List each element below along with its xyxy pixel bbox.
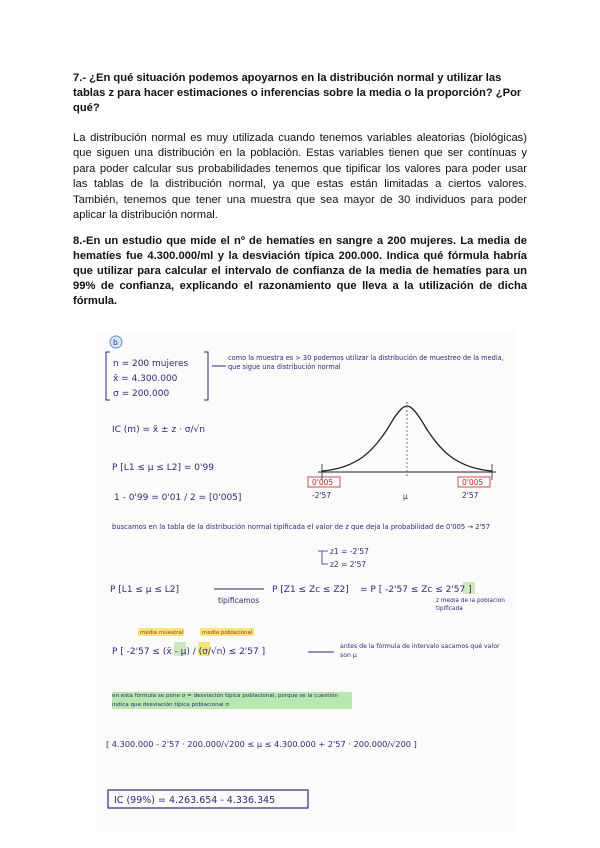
tipify-label: tipificamos (218, 596, 260, 605)
interval: [ 4.300.000 - 2'57 · 200.000/√200 ≤ μ ≤ 4.300.000 + 2'57 · 200.000/√200 ] (106, 739, 417, 749)
label-sample-mean: media muestral (140, 630, 184, 636)
z-arrows (318, 551, 328, 564)
curve-mu: μ (403, 492, 408, 501)
handwritten-solution-image (96, 332, 516, 832)
zc-note: z media de la población tipificada (436, 598, 505, 612)
question-7-answer (73, 131, 527, 223)
alpha-line: 1 - 0'99 = 0'01 / 2 = [0'005] (114, 493, 242, 503)
prob-line: P [L1 ≤ μ ≤ L2] = 0'99 (112, 463, 214, 473)
label-pop-mean: media poblacional (202, 630, 253, 636)
question-8-title (73, 234, 527, 309)
green-note: en esta fórmula se pone σ = desviación típica poblacional, porque se la cuestión indica que desviación típica poblacional σ (112, 692, 352, 709)
section-mark: b (113, 338, 118, 347)
ineq-note-wrap (340, 642, 508, 668)
data-bracket-right (204, 352, 208, 400)
question-8-text: 8.-En un estudio que mide el nº de hematíes en sangre a 200 mujeres. La media de hematíes fue 4.300.000/ml y la desviación típica 200.000. Indica qué fórmula habría que utilizar para calcular el intervalo de confianza de la media de hematíes para un 99% de confianza, explicando el razonamiento que lleva a la utilización de dicha fórmula. (73, 235, 527, 307)
result: IC (99%) = 4.263.654 - 4.336.345 (114, 795, 276, 806)
handwritten-notes (96, 332, 516, 832)
z1-value: z1 = -2'57 (330, 547, 369, 556)
table-note: buscamos en la tabla de la distribución normal tipificada el valor de z que deja la probabilidad de 0'005 → 2'57 (112, 523, 491, 531)
green-note-wrap (112, 692, 352, 728)
ineq-note: antes de la fórmula de intervalo sacamos qué valor son μ (340, 643, 500, 659)
note-sample-wrap (228, 354, 508, 394)
inequality: P [ -2'57 ≤ (x̄ - μ) / (σ/√n) ≤ 2'57 ] (112, 647, 266, 657)
data-sd: σ = 200.000 (113, 389, 170, 399)
question-7-answer-text: La distribución normal es muy utilizada cuando tenemos variables aleatorias (biológicas) que siguen una distribución en la población. Estas variables tienen que ser contínuas y para poder calcular sus probabilidades tenemos que tipificar los valores para poder usar las tablas de la distribución normal, ya que estas están limitadas a ciertos valores. También, tenemos que tener una muestra que sea mayor de 30 individuos para poder aplicar la distribución normal. (73, 132, 527, 222)
curve-right-z: 2'57 (462, 491, 479, 500)
curve-right-box-text: 0'005 (462, 478, 484, 487)
tipify-left: P [L1 ≤ μ ≤ L2] (110, 585, 180, 595)
table-note-wrap (112, 522, 508, 548)
curve-left-box-text: 0'005 (312, 478, 334, 487)
interval-wrap (106, 738, 510, 772)
data-mean: x̄ = 4.300.000 (113, 374, 178, 384)
tipify-mid: P [Z1 ≤ Zc ≤ Z2] (272, 585, 349, 595)
question-7-title (73, 71, 527, 116)
formula-ic: IC (m) = x̄ ± z · σ/√n (112, 425, 205, 435)
curve-left-z: -2'57 (312, 491, 332, 500)
note-sample: como la muestra es > 30 podemos utilizar la distribución de muestreo de la media, que sigue una distribución normal (228, 354, 504, 371)
tipify-right: = P [ -2'57 ≤ Zc ≤ 2'57 ] (360, 585, 472, 595)
question-7-text: 7.- ¿En qué situación podemos apoyarnos en la distribución normal y utilizar las tablas z para hacer estimaciones o inferencias sobre la media o la proporción? ¿Por qué? (73, 72, 522, 114)
z2-value: z2 = 2'57 (330, 560, 367, 569)
data-n: n = 200 mujeres (113, 359, 189, 369)
data-bracket-left (106, 352, 110, 400)
zc-note-wrap (436, 598, 508, 632)
